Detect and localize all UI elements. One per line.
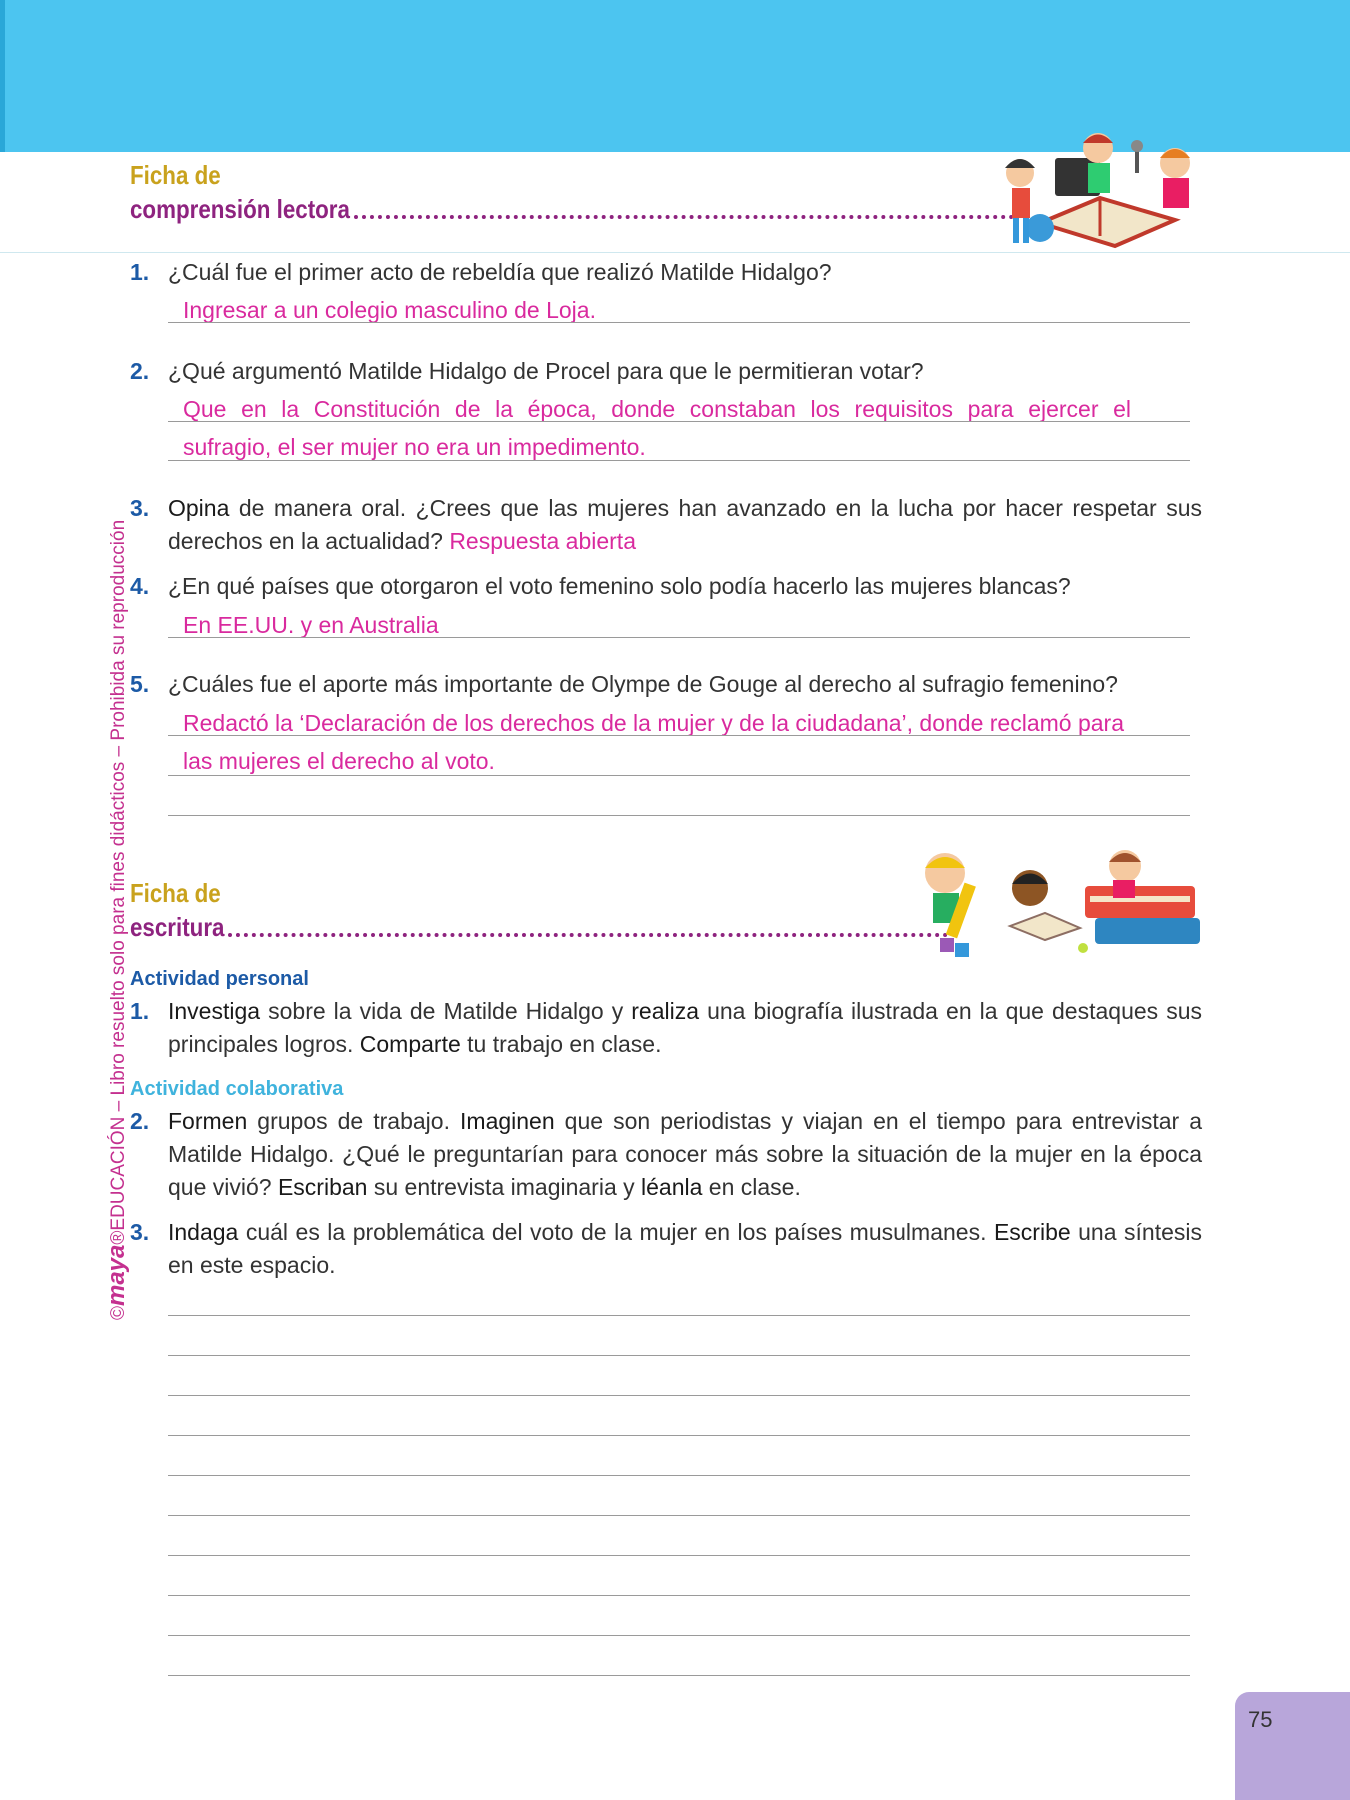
question-text: Opina de manera oral. ¿Crees que las mujeres han avanzado en la lucha por hacer respetar sus derechos en la actualidad? Respuesta abierta <box>168 495 1202 554</box>
question-3 <box>130 492 1202 558</box>
kids-reading-illustration <box>995 128 1205 253</box>
question-text: ¿Cuál fue el primer acto de rebeldía que realizó Matilde Hidalgo? <box>168 259 832 285</box>
writing-line[interactable] <box>168 1515 1190 1516</box>
item-number: 1. <box>130 998 150 1024</box>
question-number: 3. <box>130 495 150 521</box>
item-text: Formen grupos de trabajo. Imaginen que son periodistas y viajan en el tiempo para entrevistar a Matilde Hidalgo. ¿Qué le preguntarían para conocer más sobre la situación de la mujer en la época que vivió? Escriban su entrevista imaginaria y léanla en clase. <box>168 1108 1202 1200</box>
reading-title-line1: Ficha de <box>130 160 221 190</box>
answer-line <box>168 322 1190 323</box>
answer-5-line1: Redactó la ‘Declaración de los derechos de la mujer y de la ciudadana’, donde reclamó para <box>183 710 1125 736</box>
item-number: 2. <box>130 1108 150 1134</box>
item-text: Investiga sobre la vida de Matilde Hidalgo y realiza una biografía ilustrada en la que destaques sus principales logros. Comparte tu trabajo en clase. <box>168 998 1202 1057</box>
question-number: 5. <box>130 671 150 697</box>
keyword: Opina <box>168 495 230 521</box>
writing-title-line2: escritura <box>130 912 225 942</box>
writing-line[interactable] <box>168 1595 1190 1596</box>
kids-writing-illustration <box>915 848 1205 963</box>
writing-line[interactable] <box>168 1675 1190 1676</box>
writing-item-1 <box>130 995 1202 1061</box>
answer-2-line1: Que en la Constitución de la época, donde constaban los requisitos para ejercer el <box>183 396 1131 422</box>
page-number: 75 <box>1248 1707 1273 1732</box>
item-text: Indaga cuál es la problemática del voto de la mujer en los países musulmanes. Escribe una síntesis en este espacio. <box>168 1219 1202 1278</box>
question-4 <box>130 570 1202 603</box>
answer-1: Ingresar a un colegio masculino de Loja. <box>183 297 596 323</box>
writing-line[interactable] <box>168 1315 1190 1316</box>
writing-line[interactable] <box>168 1635 1190 1636</box>
writing-item-2 <box>130 1105 1202 1204</box>
writing-section-title <box>130 876 224 944</box>
writing-title-line1: Ficha de <box>130 878 221 908</box>
question-text: ¿Qué argumentó Matilde Hidalgo de Procel para que le permitieran votar? <box>168 358 924 384</box>
copyright-side-note <box>103 520 131 1320</box>
question-2 <box>130 355 1202 388</box>
answer-line <box>168 735 1190 736</box>
question-text: ¿En qué países que otorgaron el voto femenino solo podía hacerlo las mujeres blancas? <box>168 573 1071 599</box>
personal-activity-label: Actividad personal <box>130 968 309 990</box>
question-text: ¿Cuáles fue el aporte más importante de Olympe de Gouge al derecho al sufragio femenino? <box>168 671 1118 697</box>
brand-logo-text: maya <box>103 1244 130 1306</box>
collaborative-activity-label: Actividad colaborativa <box>130 1078 344 1100</box>
writing-title-dots <box>228 933 948 937</box>
banner-edge <box>0 0 5 152</box>
answer-line <box>168 775 1190 776</box>
writing-line[interactable] <box>168 1475 1190 1476</box>
reading-section-title <box>130 158 350 226</box>
question-5 <box>130 668 1202 701</box>
reading-title-line2: comprensión lectora <box>130 194 350 224</box>
answer-5-line2: las mujeres el derecho al voto. <box>183 748 495 774</box>
question-1 <box>130 256 1202 289</box>
question-number: 1. <box>130 259 150 285</box>
question-number: 2. <box>130 358 150 384</box>
answer-line <box>168 460 1190 461</box>
writing-item-3 <box>130 1216 1202 1282</box>
copyright-symbol: © <box>108 1306 129 1320</box>
item-number: 3. <box>130 1219 150 1245</box>
copyright-text: ®EDUCACIÓN – Libro resuelto solo para fines didácticos – Prohibida su reproducción <box>108 519 129 1245</box>
answer-line <box>168 637 1190 638</box>
question-number: 4. <box>130 573 150 599</box>
answer-2-line2: sufragio, el ser mujer no era un impedimento. <box>183 434 646 460</box>
writing-line[interactable] <box>168 1395 1190 1396</box>
reading-title-dots <box>354 215 1014 219</box>
writing-line[interactable] <box>168 1435 1190 1436</box>
answer-line <box>168 815 1190 816</box>
writing-line[interactable] <box>168 1555 1190 1556</box>
answer-line <box>168 421 1190 422</box>
writing-line[interactable] <box>168 1355 1190 1356</box>
answer-4: En EE.UU. y en Australia <box>183 612 439 638</box>
answer-3: Respuesta abierta <box>449 528 636 554</box>
